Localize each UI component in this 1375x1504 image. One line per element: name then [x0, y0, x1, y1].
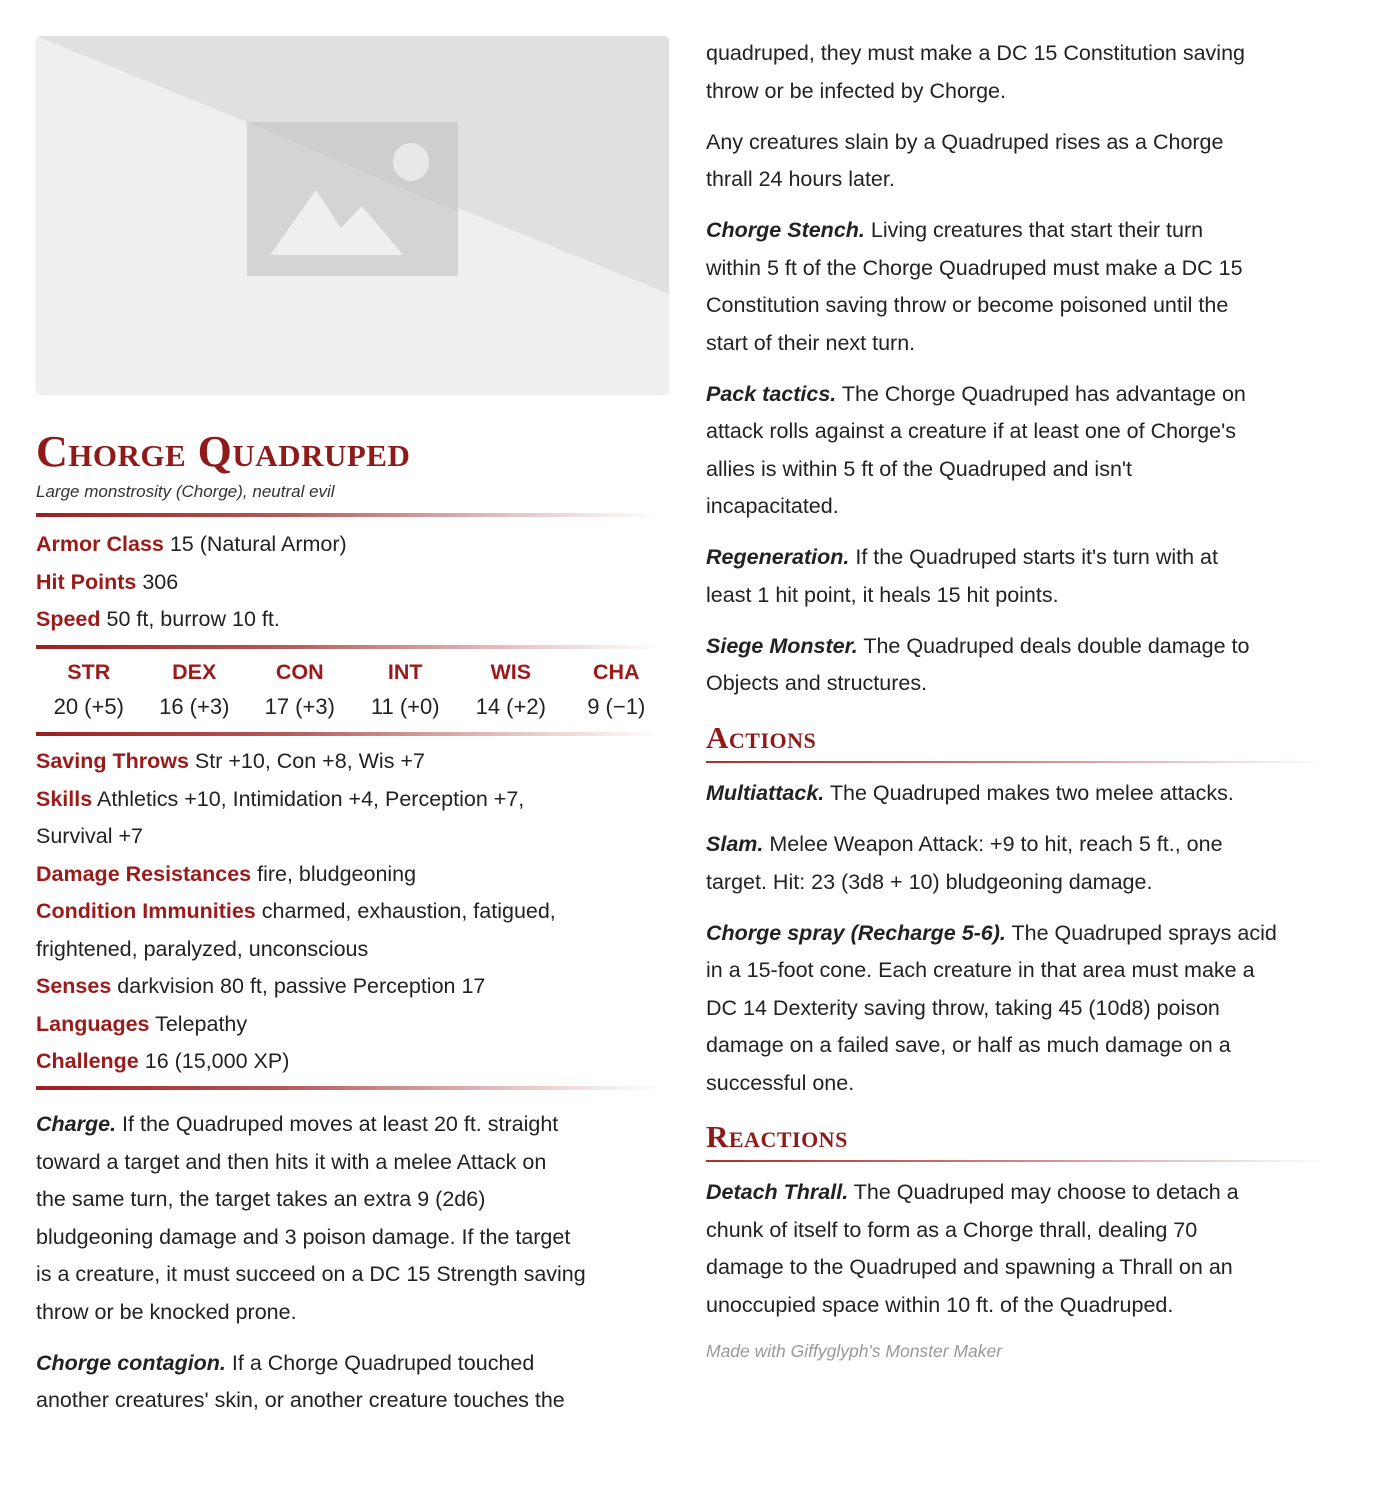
divider	[36, 513, 662, 517]
ability-score: 14 (+2)	[475, 694, 546, 719]
trait-name: Chorge contagion.	[36, 1350, 226, 1375]
trait-text: is a creature, it must succeed on a DC 15 Strength saving	[36, 1262, 586, 1286]
condition-immunities	[36, 893, 669, 931]
trait-text: start of their next turn.	[706, 330, 916, 355]
trait-regeneration	[706, 539, 1346, 614]
hit-points-label: Hit Points	[36, 569, 137, 594]
languages-value: Telepathy	[155, 1011, 248, 1036]
trait-text: The Chorge Quadruped has advantage on	[841, 381, 1246, 406]
armor-class-label: Armor Class	[36, 532, 164, 556]
credit-footer: Made with Giffyglyph's Monster Maker	[706, 1341, 1003, 1361]
trait-text: another creatures' skin, or another creature touches the	[36, 1388, 565, 1412]
trait-pack-tactics	[706, 376, 1346, 526]
reactions-heading: Reactions	[706, 1119, 848, 1154]
condition-immunities-continued: frightened, paralyzed, unconscious	[36, 936, 369, 961]
action-text: successful one.	[706, 1070, 855, 1095]
trait-text: least 1 hit point, it heals 15 hit points.	[706, 582, 1059, 607]
trait-charge	[36, 1106, 676, 1331]
trait-text: If the Quadruped moves at least 20 ft. straight	[122, 1112, 559, 1136]
saving-throws	[36, 743, 669, 781]
languages-label: Languages	[36, 1011, 150, 1036]
trait-text: toward a target and then hits it with a melee Attack on	[36, 1149, 547, 1174]
action-text: damage on a failed save, or half as much damage on a	[706, 1033, 1231, 1057]
trait-name: Regeneration.	[706, 545, 850, 569]
action-chorge-spray	[706, 915, 1346, 1103]
actions-list	[706, 775, 1346, 1116]
divider	[706, 761, 1332, 763]
action-multiattack	[706, 775, 1346, 813]
properties	[36, 743, 669, 1081]
ability-score: 20 (+5)	[53, 694, 124, 719]
ability-int	[353, 655, 459, 725]
ability-name: STR	[67, 660, 111, 684]
speed-label: Speed	[36, 607, 101, 631]
action-text: target. Hit: 23 (3d8 + 10) bludgeoning damage.	[706, 869, 1153, 894]
ability-name: INT	[387, 660, 423, 684]
trait-text: throw or be infected by Chorge.	[706, 78, 1006, 103]
ability-str	[36, 655, 142, 725]
ability-name: DEX	[172, 660, 217, 684]
action-text: DC 14 Dexterity saving throw, taking 45 (10d8) poison	[706, 995, 1220, 1020]
armor-class	[36, 526, 669, 564]
challenge-value: 16 (15,000 XP)	[144, 1049, 290, 1073]
trait-text: Living creatures that start their turn	[870, 218, 1204, 242]
languages	[36, 1006, 669, 1044]
trait-text: Any creatures slain by a Quadruped rises as a Chorge	[706, 129, 1224, 154]
actions-heading: Actions	[706, 720, 817, 755]
skills-value: Athletics +10, Intimidation +4, Perception +7,	[96, 786, 525, 811]
ability-name: CHA	[592, 660, 640, 684]
action-text: The Quadruped sprays acid	[1011, 920, 1277, 945]
trait-text: bludgeoning damage and 3 poison damage. If the target	[36, 1224, 571, 1249]
skills	[36, 781, 669, 819]
divider	[36, 732, 662, 736]
ability-dex	[142, 655, 248, 725]
divider	[706, 1160, 1332, 1162]
reaction-text: unoccupied space within 10 ft. of the Quadruped.	[706, 1292, 1174, 1317]
trait-name: Pack tactics.	[706, 381, 837, 406]
senses-label: Senses	[36, 974, 112, 998]
traits-right	[706, 35, 1346, 711]
trait-slain	[706, 124, 1346, 199]
trait-name: Chorge Stench.	[706, 218, 865, 242]
ability-score: 11 (+0)	[370, 694, 440, 719]
trait-text: thrall 24 hours later.	[706, 167, 895, 191]
action-name: Multiattack.	[706, 781, 825, 805]
hit-points-value: 306	[142, 569, 179, 594]
trait-siege-monster	[706, 628, 1346, 703]
image-placeholder-icon	[36, 36, 669, 395]
trait-text: incapacitated.	[706, 494, 839, 518]
challenge	[36, 1043, 669, 1081]
condition-immunities-label: Condition Immunities	[36, 899, 256, 923]
action-name: Chorge spray (Recharge 5-6).	[706, 920, 1006, 945]
hit-points	[36, 564, 669, 602]
speed	[36, 601, 669, 639]
condition-immunities-value: charmed, exhaustion, fatigued,	[261, 899, 556, 923]
ability-score: 9 (−1)	[587, 694, 646, 719]
reactions-list	[706, 1174, 1346, 1338]
senses	[36, 968, 669, 1006]
speed-value: 50 ft, burrow 10 ft.	[106, 607, 280, 631]
reaction-text: The Quadruped may choose to detach a	[853, 1180, 1239, 1204]
monster-name: Chorge Quadruped	[36, 427, 411, 476]
damage-resistances-label: Damage Resistances	[36, 861, 252, 886]
ability-score: 16 (+3)	[159, 694, 230, 719]
action-text: The Quadruped makes two melee attacks.	[829, 781, 1234, 805]
trait-chorge-contagion	[36, 1345, 676, 1420]
trait-chorge-stench	[706, 212, 1346, 362]
saving-throws-value: Str +10, Con +8, Wis +7	[194, 749, 425, 773]
trait-text: throw or be knocked prone.	[36, 1299, 297, 1324]
trait-text: attack rolls against a creature if at least one of Chorge's	[706, 419, 1236, 443]
trait-text: allies is within 5 ft of the Quadruped and isn't	[706, 456, 1132, 481]
reaction-detach-thrall	[706, 1174, 1346, 1324]
ability-score: 17 (+3)	[264, 694, 335, 719]
action-name: Slam.	[706, 832, 764, 856]
monster-portrait	[36, 36, 669, 395]
ability-con	[247, 655, 353, 725]
monster-type: Large monstrosity (Chorge), neutral evil	[36, 482, 335, 501]
divider	[36, 645, 662, 649]
reaction-name: Detach Thrall.	[706, 1180, 849, 1204]
action-text: Melee Weapon Attack: +9 to hit, reach 5 ft., one	[769, 832, 1223, 856]
trait-chorge-contagion-continued	[706, 35, 1346, 110]
ability-cha	[564, 655, 670, 725]
damage-resistances-value: fire, bludgeoning	[257, 861, 417, 886]
trait-name: Charge.	[36, 1112, 117, 1136]
trait-text: the same turn, the target takes an extra 9 (2d6)	[36, 1187, 486, 1211]
trait-text: If the Quadruped starts it's turn with at	[855, 545, 1218, 569]
action-slam	[706, 826, 1346, 901]
basic-stats	[36, 526, 669, 639]
trait-text: If a Chorge Quadruped touched	[231, 1350, 535, 1375]
ability-scores	[36, 655, 669, 725]
reaction-text: chunk of itself to form as a Chorge thrall, dealing 70	[706, 1217, 1198, 1242]
action-text: in a 15-foot cone. Each creature in that area must make a	[706, 958, 1255, 982]
skills-label: Skills	[36, 786, 93, 811]
damage-resistances	[36, 856, 669, 894]
skills-continued: Survival +7	[36, 824, 143, 848]
challenge-label: Challenge	[36, 1049, 139, 1073]
saving-throws-label: Saving Throws	[36, 749, 189, 773]
trait-text: within 5 ft of the Chorge Quadruped must make a DC 15	[706, 255, 1243, 280]
reaction-text: damage to the Quadruped and spawning a Thrall on an	[706, 1255, 1233, 1279]
ability-name: WIS	[490, 660, 532, 684]
senses-value: darkvision 80 ft, passive Perception 17	[117, 974, 486, 998]
divider	[36, 1086, 662, 1090]
trait-text: The Quadruped deals double damage to	[863, 633, 1250, 658]
armor-class-value: 15 (Natural Armor)	[169, 532, 347, 556]
ability-name: CON	[275, 660, 324, 684]
trait-text: quadruped, they must make a DC 15 Constitution saving	[706, 41, 1245, 65]
ability-wis	[458, 655, 564, 725]
trait-text: Objects and structures.	[706, 671, 928, 695]
trait-text: Constitution saving throw or become poisoned until the	[706, 293, 1229, 317]
trait-name: Siege Monster.	[706, 633, 858, 658]
traits-left	[36, 1106, 676, 1433]
